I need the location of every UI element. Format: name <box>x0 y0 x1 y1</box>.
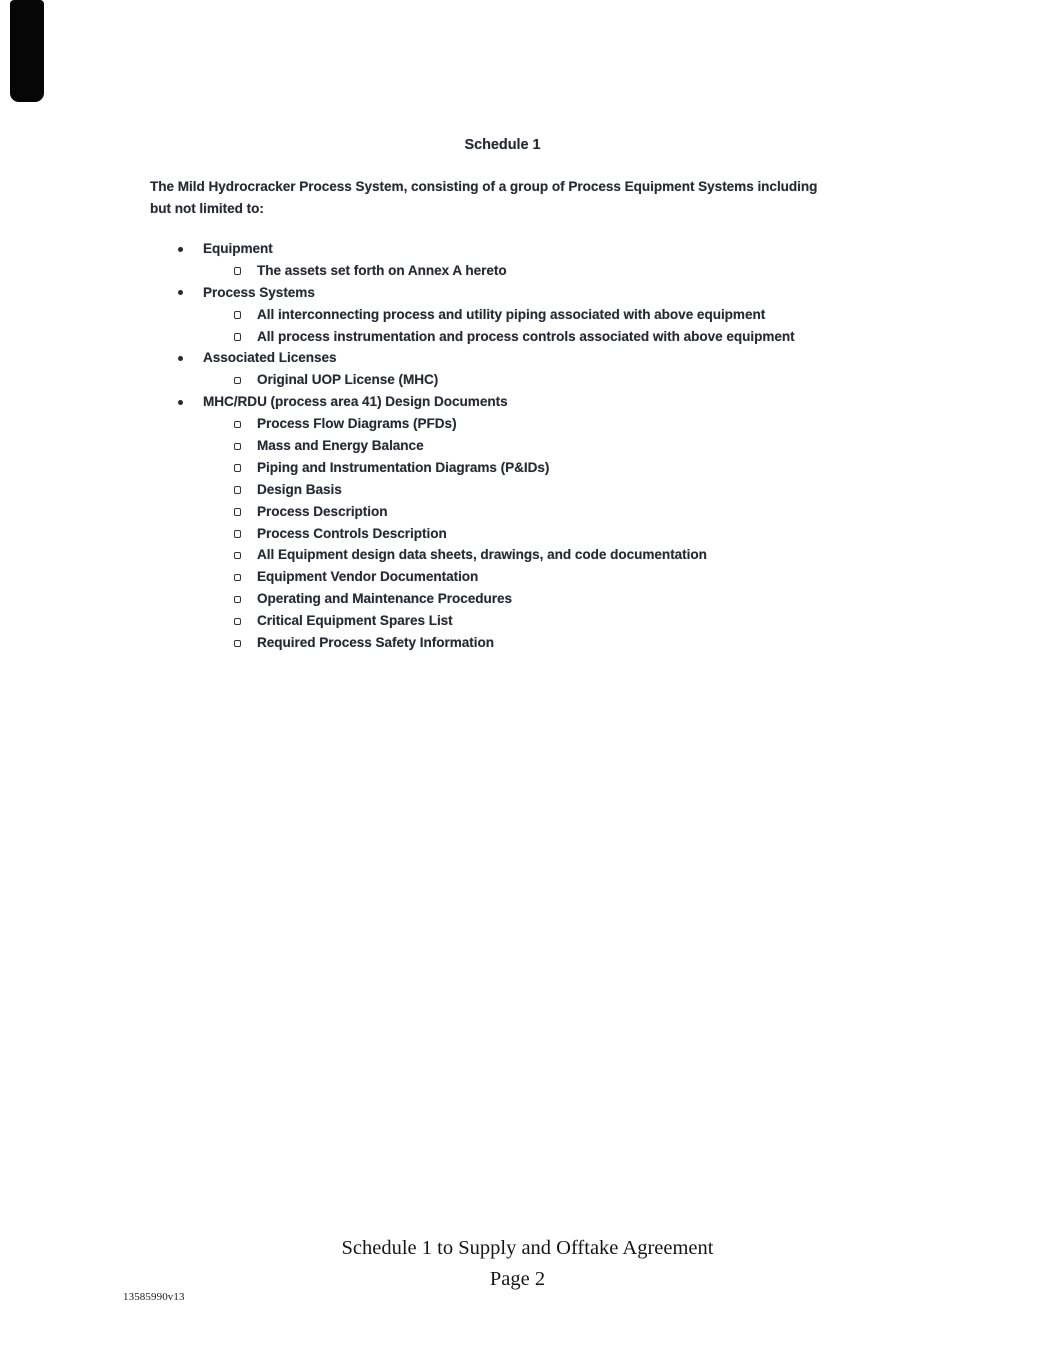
list-subitem <box>150 588 1010 610</box>
list-item <box>150 347 1010 369</box>
bullet-circle-icon <box>234 486 241 494</box>
bullet-circle-icon <box>234 464 241 472</box>
bullet-circle-icon <box>234 552 241 560</box>
list-subitem-label: Process Controls Description <box>257 525 447 541</box>
list-subitem-label: Operating and Maintenance Procedures <box>257 591 513 607</box>
list-subitem-label: Critical Equipment Spares List <box>257 613 453 629</box>
list-item-label: MHC/RDU (process area 41) Design Documents <box>203 394 508 410</box>
footer-agreement-line: Schedule 1 to Supply and Offtake Agreement <box>341 1237 714 1259</box>
list-subitem-label: Original UOP License (MHC) <box>257 372 439 388</box>
list-subitem <box>150 501 1010 523</box>
bullet-circle-icon <box>234 574 241 582</box>
list-subitem <box>150 304 1010 326</box>
page-title: Schedule 1 <box>464 137 541 153</box>
list-subitem-label: Piping and Instrumentation Diagrams (P&IDs) <box>257 459 550 475</box>
list-subitem-label: Required Process Safety Information <box>257 635 494 651</box>
list-item <box>150 282 1010 304</box>
list-item <box>150 238 1010 260</box>
bullet-circle-icon <box>234 267 241 275</box>
list-subitem <box>150 435 1010 457</box>
bullet-circle-icon <box>234 618 241 626</box>
list-subitem-label: Process Description <box>257 503 388 519</box>
bullet-dot-icon <box>178 400 183 405</box>
list-subitem-label: Mass and Energy Balance <box>257 438 424 454</box>
list-subitem <box>150 544 1010 566</box>
list-subitem-label: Process Flow Diagrams (PFDs) <box>257 416 457 432</box>
bullet-circle-icon <box>234 311 241 319</box>
document-id: 13585990v13 <box>123 1291 185 1303</box>
list-subitem <box>150 457 1010 479</box>
list-subitem-label: Equipment Vendor Documentation <box>257 569 479 585</box>
list-subitem-label: All process instrumentation and process controls associated with above equipment <box>257 328 795 344</box>
list-item <box>150 391 1010 413</box>
footer-page-number: Page 2 <box>489 1268 546 1290</box>
list-item-label: Process Systems <box>203 284 315 300</box>
list-subitem <box>150 523 1010 545</box>
list-subitem <box>150 610 1010 632</box>
list-subitem <box>150 260 1010 282</box>
intro-paragraph <box>150 176 910 219</box>
list-item-label: Equipment <box>203 241 273 256</box>
list-subitem <box>150 413 1010 435</box>
bullet-dot-icon <box>178 356 183 361</box>
list-subitem-label: All Equipment design data sheets, drawings, and code documentation <box>257 547 707 563</box>
list-subitem <box>150 566 1010 588</box>
list-subitem-label: All interconnecting process and utility piping associated with above equipment <box>257 306 766 322</box>
bullet-circle-icon <box>234 377 241 385</box>
bullet-circle-icon <box>234 530 241 538</box>
bullet-circle-icon <box>234 421 241 429</box>
intro-line: but not limited to: <box>150 200 264 216</box>
list-subitem <box>150 479 1010 501</box>
list-subitem-label: Design Basis <box>257 481 342 497</box>
bullet-circle-icon <box>234 596 241 604</box>
bullet-circle-icon <box>234 443 241 451</box>
scan-artifact-mark <box>10 0 44 102</box>
list-subitem <box>150 632 1010 654</box>
bullet-circle-icon <box>234 640 241 648</box>
bullet-dot-icon <box>178 290 183 295</box>
list-subitem <box>150 326 1010 348</box>
intro-line: The Mild Hydrocracker Process System, consisting of a group of Process Equipment Systems including <box>150 179 818 194</box>
bullet-dot-icon <box>178 247 183 252</box>
list-subitem <box>150 369 1010 391</box>
bullet-list <box>150 238 1010 654</box>
bullet-circle-icon <box>234 508 241 516</box>
list-subitem-label: The assets set forth on Annex A hereto <box>257 262 507 278</box>
list-item-label: Associated Licenses <box>203 350 337 366</box>
bullet-circle-icon <box>234 333 241 341</box>
